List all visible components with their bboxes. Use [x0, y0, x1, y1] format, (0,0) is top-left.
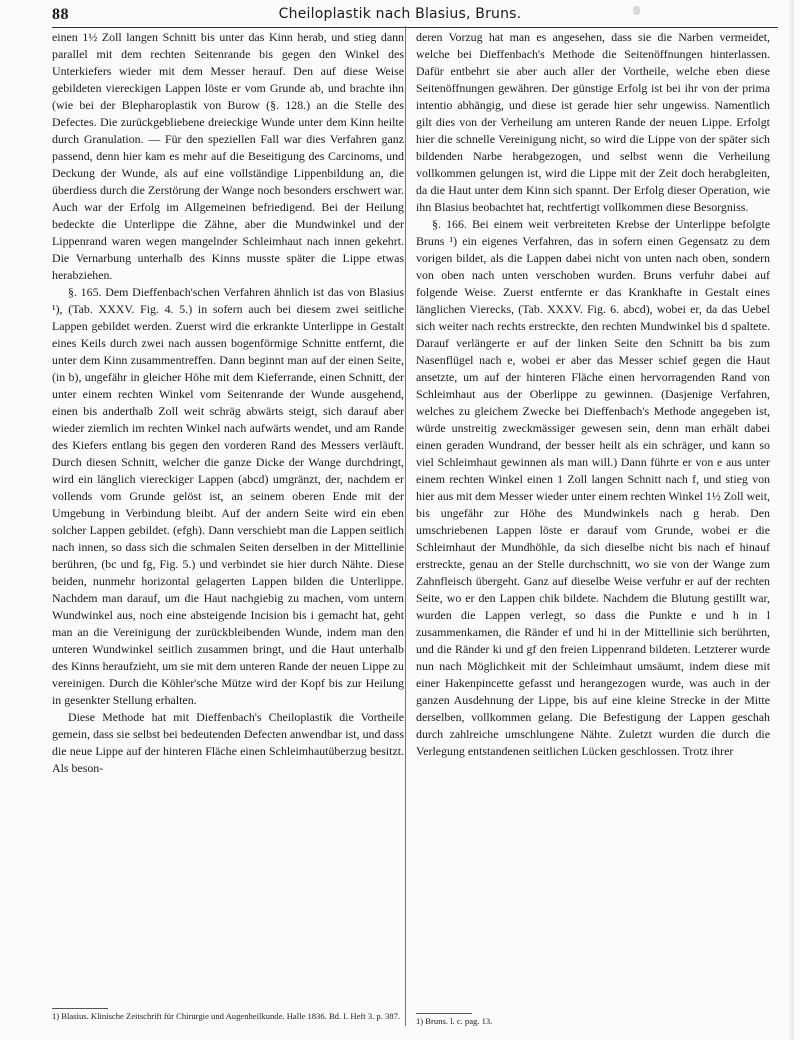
footnote-rule-left — [52, 1008, 108, 1009]
left-paragraph-2: §. 165. Dem Dieffenbach'schen Verfahren ähnlich ist das von Blasius ¹), (Tab. XXXV. Fig. 4. 5.) in sofern auch bei diesem zwei seitliche Lappen gebildet werden. Zuerst wird die erkrankte Unterlippe in Gestalt eines Keils durch zwei nach aussen bogenförmige Schnitte entfernt, die unter dem Kinn zusammentreffen. Dann beginnt man auf der einen Seite, (in b), ungefähr in gleicher Höhe mit dem Kieferrande, einen Schnitt, der unter einem rechten Winkel vom Seitenrande der Wunde ausgehend, einen bis anderthalb Zoll weit schräg abwärts steigt, sich darauf aber wieder ziemlich im rechten Winkel nach aufwärts wendet, und am Rande des Kiefers entlang bis gegen den vorderen Rand des Messers verläuft. Durch diesen Schnitt, welcher die ganze Dicke der Wange durchdringt, wird ein länglich viereckiger Lappen (abcd) umgränzt, der, nachdem er vollends vom Grunde gelöst ist, an seinem oberen Ende mit der Umgebung in Verbindung bleibt. Auf der andern Seite wird ein eben solcher Lappen gebildet. (efgh). Dann verschiebt man die Lappen seitlich nach innen, so dass sich die schmalen Seiten derselben in der Mittellinie berühren, (bc und fg, Fig. 5.) und verbindet sie hier durch Nähte. Diese beiden, nunmehr horizontal gelagerten Lappen bilden die Unterlippe. Nachdem man darauf, um die Haut nachgiebig zu machen, vom untern Wundwinkel aus, noch eine absteigende Incision bis i gemacht hat, geht man an die Vereinigung der zurückbleibenden Wunde, indem man den unteren Wundwinkel seitlich zusammen bringt, und die Haut unterhalb des Kinns heraufzieht, um sie mit dem unteren Rande der neuen Lippe zu vereinigen. Durch die Köhler'sche Mütze wird der Kopf bis zur Heilung in gesenkter Stellung erhalten. — [52, 285, 404, 707]
left-column — [52, 29, 404, 777]
right-paragraph-2: §. 166. Bei einem weit verbreiteten Krebse der Unterlippe befolgte Bruns ¹) ein eigenes Verfahren, das in sofern einen Gegensatz zu dem vorigen bildet, als die Lappen dabei nicht von unten nach oben, sondern von oben nach unten verschoben wurden. Bruns verfuhr dabei auf folgende Weise. Zuerst entfernte er das Krankhafte in Gestalt eines länglichen Vierecks, (Tab. XXXV. Fig. 6. abcd), wobei er, da das Uebel sich weiter nach rechts erstreckte, den rechten Mundwinkel bis d spaltete. Darauf verlängerte er auf der linken Seite den Schnitt ba bis zum Nasenflügel nach e, wobei er aber das Messer schief gegen die Haut ansetzte, um auf der hinteren Fläche einen hervorragenden Rand von Schleimhaut aus der Oberlippe zu gewinnen. (Dasjenige Verfahren, welches zu gleichem Zwecke bei Dieffenbach's Methode angegeben ist, würde unstreitig zweckmässiger gewesen sein, denn man erhält dabei einen geraden Wundrand, der besser heilt als ein schräger, und kann so viel Schleimhaut gewinnen als man will.) Dann führte er von e aus unter einem rechten Winkel einen 1 Zoll langen Schnitt nach f, und stieg von hier aus mit dem Messer wieder unter einem rechten Winkel 1½ Zoll weit, bis ungefähr zur Höhe des Mundwinkels nach g herab. Den umschriebenen Lappen löste er darauf vom Grunde, wobei er die Schleimhaut der Mundhöhle, da sich dieselbe nicht bis nach ef hinauf erstreckte, genau an der Stelle durchschnitt, wo sie von der Wange zum Zahnfleisch übergeht. Ganz auf dieselbe Weise verfuhr er auf der rechten Seite, wo er den Lappen chik bildete. Nachdem die Blutung gestillt war, wurden die Lappen verlegt, so dass die Punkte e und h in l zusammenkamen, die Ränder ef und hi in der Mittellinie sich berührten, und die Ränder ki und gf den freien Lippenrand bildeten. Letzterer wurde nun nach Möglichkeit mit der Schleimhaut umsäumt, indem diese mit einer Hakenpincette gefasst und herangezogen wurde, was auch in der ganzen Ausdehnung der Lippe, bis auf eine kleine Strecke in der Mitte derselben, vollkommen gelang. Die Befestigung der Lappen geschah durch zahlreiche umschlungene Nähte. Zuletzt wurden die durch die Verlegung entstandenen seitlichen Lücken geschlossen. Trotz ihrer — [416, 217, 770, 758]
column-divider — [405, 26, 406, 1026]
left-paragraph-3: Diese Methode hat mit Dieffenbach's Cheiloplastik die Vortheile gemein, dass sie selbst bei bedeutenden Defecten anwendbar ist, und dass die neue Lippe auf der hinteren Fläche einen Schleimhautüberzug besitzt. Als beson- — [52, 710, 404, 775]
page-edge-shadow — [788, 0, 794, 1040]
running-title: Cheiloplastik nach Blasius, Bruns. — [278, 6, 522, 22]
footnote-right: 1) Bruns. l. c. pag. 13. — [416, 1016, 493, 1026]
header-rule — [52, 27, 778, 28]
page-number: 88 — [52, 6, 69, 23]
right-paragraph-1: deren Vorzug hat man es angesehen, dass sie die Narben vermeidet, welche bei Dieffenbach's Methode die Seitenöffnungen hinterlassen. Dafür entbehrt sie aber auch aller der Vortheile, welche eben diese Seitenöffnungen gewähren. Der günstige Erfolg ist bei ihr von der prima intentio abhängig, und diese ist gerade hier sehr ungewiss. Namentlich gilt dies von der Verheilung am unteren Rande der neuen Lippe. Erfolgt hier die schnelle Vereinigung nicht, so wird die Lippe von der später sich bildenden Narbe herabgezogen, und selbst wenn die Verheilung vollkommen gelungen ist, wird die Lippe mit der Zeit doch herabgleiten, da die Haut unter dem Kinn sich spannt. Der Erfolg dieser Operation, wie ihn Blasius beobachtet hat, rechtfertigt vollkommen diese Besorgniss. — [416, 30, 770, 214]
footnote-left: 1) Blasius. Klinische Zeitschrift für Chirurgie und Augenheilkunde. Halle 1836. Bd. I. Heft 3. p. 387. — [52, 1011, 401, 1021]
right-column — [416, 29, 770, 760]
left-paragraph-1: einen 1½ Zoll langen Schnitt bis unter das Kinn herab, und stieg dann parallel mit dem rechten Seitenrande bis gegen den Winkel des Unterkiefers wieder mit dem Messer herauf. Den auf diese Weise gebildeten viereckigen Lappen löste er vom Grunde ab, und brachte ihn (wie bei der Blepharoplastik von Burow (§. 128.) an die Stelle des Defectes. Die zurückgebliebene dreieckige Wunde unter dem Kinn heilte durch Granulation. — Für den speziellen Fall war dies Verfahren ganz passend, denn hier kam es mehr auf die Beseitigung des Carcinoms, und Deckung der Wunde, als auf eine vollständige Lippenbildung an, die überdiess durch die Zerstörung der Wange noch besonders erschwert war. Auch war der Erfolg im Allgemeinen befriedigend. Bei der Heilung bedeckte die Unterlippe die Zähne, aber die Mundwinkel und der Lippenrand waren wegen mangelnder Schleimhaut nach innen gekehrt. Die Vernarbung unterhalb des Kinns musste später die Lippe etwas herabziehen. — [52, 30, 404, 282]
footnote-rule-right — [416, 1013, 472, 1014]
